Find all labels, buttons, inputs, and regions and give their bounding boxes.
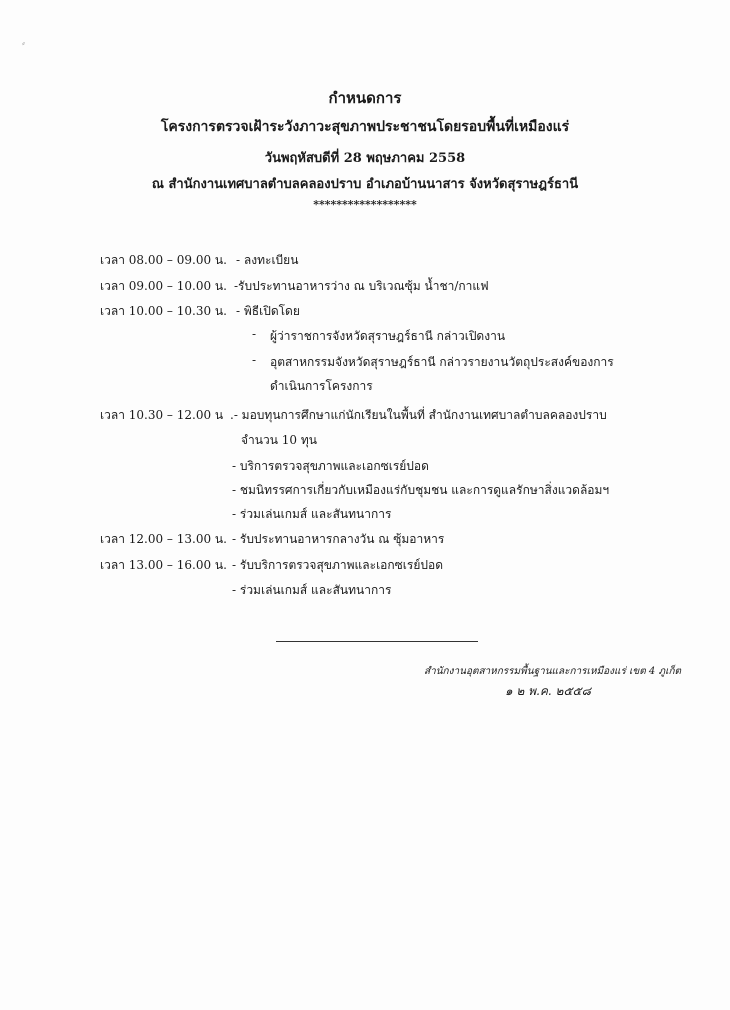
page-title: กำหนดการ	[328, 89, 402, 107]
time-slot: เวลา 10.00 – 10.30 น.	[100, 304, 227, 318]
sub-activity: อุตสาหกรรมจังหวัดสุราษฎร์ธานี กล่าวรายงานวัตถุประสงค์ของการ	[270, 355, 614, 369]
activity: - บริการตรวจสุขภาพและเอกซเรย์ปอด	[232, 459, 429, 473]
activity: - ร่วมเล่นเกมส์ และสันทนาการ	[232, 583, 392, 597]
received-stamp-date: ๑ ๒ พ.ค. ๒๕๕๘	[505, 684, 591, 698]
activity-continued: จำนวน 10 ทุน	[241, 433, 317, 447]
signature-rule	[276, 641, 478, 642]
bullet: -	[252, 353, 257, 367]
corner-mark: ⸗	[22, 39, 25, 49]
received-stamp-org: สำนักงานอุตสาหกรรมพื้นฐานและการเหมืองแร่ เขต 4 ภูเก็ต	[424, 666, 682, 677]
activity: - รับบริการตรวจสุขภาพและเอกซเรย์ปอด	[232, 558, 443, 572]
time-slot: เวลา 09.00 – 10.00 น.	[100, 279, 227, 293]
time-slot: เวลา 10.30 – 12.00 น	[100, 408, 224, 422]
activity: - ลงทะเบียน	[236, 253, 299, 267]
sub-activity-continued: ดำเนินการโครงการ	[270, 379, 373, 393]
project-name: โครงการตรวจเฝ้าระวังภาวะสุขภาพประชาชนโดยรอบพื้นที่เหมืองแร่	[160, 119, 570, 135]
activity: - รับประทานอาหารกลางวัน ณ ซุ้มอาหาร	[232, 532, 445, 546]
time-slot: เวลา 12.00 – 13.00 น.	[100, 532, 227, 546]
time-slot: เวลา 13.00 – 16.00 น.	[100, 558, 227, 572]
stars-divider: ******************	[313, 198, 417, 211]
time-slot: เวลา 08.00 – 09.00 น.	[100, 253, 227, 267]
activity: - ร่วมเล่นเกมส์ และสันทนาการ	[232, 507, 392, 521]
activity: -รับประทานอาหารว่าง ณ บริเวณซุ้ม น้ำชา/กาแฟ	[234, 279, 489, 293]
sub-activity: ผู้ว่าราชการจังหวัดสุราษฎร์ธานี กล่าวเปิดงาน	[270, 329, 506, 343]
activity: - พิธีเปิดโดย	[236, 304, 300, 318]
activity: - ชมนิทรรศการเกี่ยวกับเหมืองแร่กับชุมชน และการดูแลรักษาสิ่งแวดล้อมฯ	[232, 483, 610, 497]
event-venue: ณ สำนักงานเทศบาลตำบลคลองปราบ อำเภอบ้านนาสาร จังหวัดสุราษฎร์ธานี	[151, 177, 579, 192]
activity: .- มอบทุนการศึกษาแก่นักเรียนในพื้นที่ สำนักงานเทศบาลตำบลคลองปราบ	[230, 408, 607, 422]
event-date: วันพฤหัสบดีที่ 28 พฤษภาคม 2558	[264, 151, 466, 166]
bullet: -	[252, 327, 257, 341]
